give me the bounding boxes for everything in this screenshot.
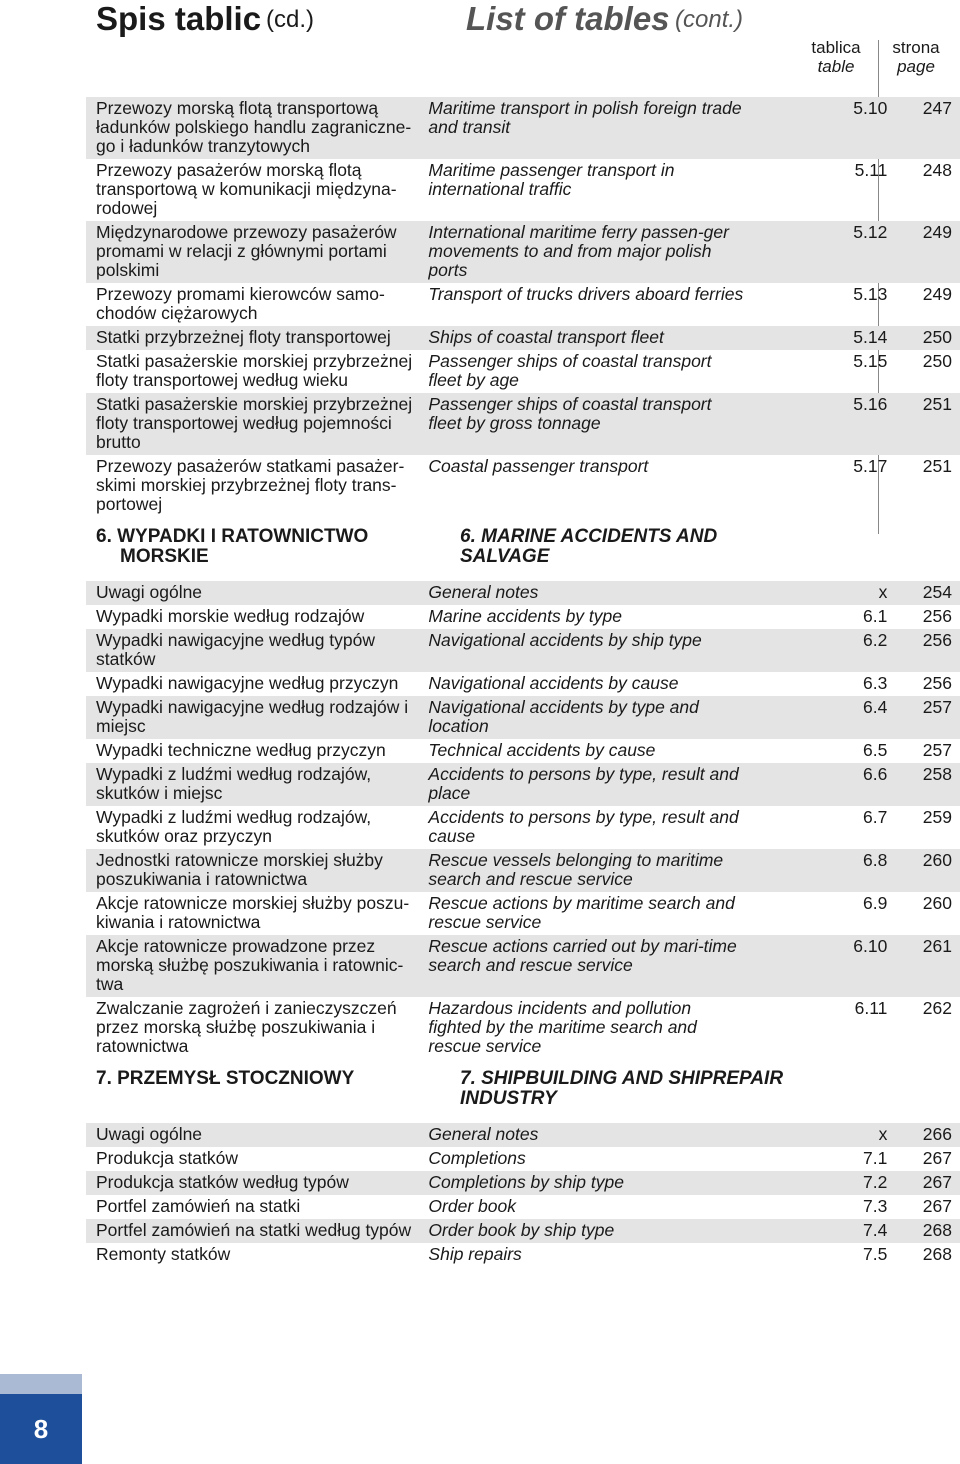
entry-title-en: Navigational accidents by ship type (428, 630, 702, 650)
entry-page-number: 259 (922, 807, 952, 827)
table-row (86, 1219, 960, 1243)
section-heading-7-pl: 7. PRZEMYSŁ STOCZNIOWY (96, 1068, 355, 1089)
entry-page-number: 251 (922, 456, 952, 476)
entry-table-number: 5.11 (854, 160, 888, 180)
entry-title-en: Completions by ship type (428, 1172, 624, 1192)
entry-page-number: 261 (922, 936, 952, 956)
table-row (86, 629, 960, 672)
entry-title-pl: Portfel zamówień na statki według typów (96, 1220, 412, 1240)
title-polish-cont: (cd.) (266, 6, 314, 33)
entry-title-en: Order book (428, 1196, 516, 1216)
entry-page-number: 268 (922, 1244, 952, 1264)
table-row (86, 221, 960, 283)
entry-title-en: Navigational accidents by type and location (428, 697, 699, 736)
table-row (86, 806, 960, 849)
entry-table-number: 5.13 (853, 284, 888, 304)
entry-page-number: 267 (922, 1172, 952, 1192)
entry-table-number: 5.12 (853, 222, 888, 242)
entry-page-number: 258 (922, 764, 952, 784)
table-row (86, 605, 960, 629)
entry-title-pl: Wypadki nawigacyjne według typów statków (96, 630, 376, 669)
entry-table-number: 6.8 (863, 850, 888, 870)
entry-title-pl: Uwagi ogólne (96, 582, 203, 602)
entry-title-en: Rescue vessels belonging to maritime search and rescue service (428, 850, 724, 889)
entry-title-pl: Uwagi ogólne (96, 1124, 203, 1144)
entry-title-pl: Przewozy pasażerów statkami pasażer-skimi morskiej przybrzeżnej floty trans-portowej (96, 456, 405, 514)
table-row (86, 326, 960, 350)
entry-table-number: 6.4 (863, 697, 888, 717)
table-row (86, 763, 960, 806)
group-section5 (86, 97, 960, 517)
entry-page-number: 257 (922, 740, 952, 760)
entry-title-pl: Jednostki ratownicze morskiej służby poszukiwania i ratownictwa (96, 850, 383, 889)
table-row (86, 455, 960, 517)
title-english-cont: (cont.) (675, 6, 744, 33)
table-row (86, 849, 960, 892)
table-row (86, 997, 960, 1059)
column-header-table-en: table (817, 57, 855, 76)
table-row (86, 159, 960, 221)
entry-table-number: 6.9 (863, 893, 888, 913)
entry-page-number: 251 (922, 394, 952, 414)
table-row (86, 283, 960, 326)
entry-title-en: Marine accidents by type (428, 606, 622, 626)
entry-page-number: 266 (922, 1124, 952, 1144)
table-row (86, 892, 960, 935)
entry-title-en: Ships of coastal transport fleet (428, 327, 664, 347)
entry-table-number: 5.16 (853, 394, 888, 414)
entry-table-number: 6.3 (863, 673, 888, 693)
entry-title-en: Coastal passenger transport (428, 456, 649, 476)
entry-page-number: 256 (922, 606, 952, 626)
entry-title-en: Maritime transport in polish foreign trade and transit (428, 98, 742, 137)
entry-title-pl: Przewozy morską flotą transportową ładunków polskiego handlu zagraniczne-go i ładunków tranzytowych (96, 98, 412, 156)
section-heading-6 (86, 517, 960, 581)
entry-table-number: 6.1 (863, 606, 888, 626)
entry-title-pl: Akcje ratownicze prowadzone przez morską służbę poszukiwania i ratownic-twa (96, 936, 404, 994)
entry-page-number: 260 (922, 850, 952, 870)
entry-table-number: 6.2 (863, 630, 888, 650)
entry-table-number: 6.5 (863, 740, 888, 760)
section-heading-6-pl: 6. WYPADKI I RATOWNICTWO MORSKIE (96, 526, 369, 567)
entry-table-number: 6.11 (854, 998, 888, 1018)
entry-title-en: Completions (428, 1148, 526, 1168)
entry-title-en: Accidents to persons by type, result and place (428, 764, 739, 803)
entry-page-number: 256 (922, 673, 952, 693)
entry-page-number: 257 (922, 697, 952, 717)
table-row (86, 935, 960, 997)
table-row (86, 696, 960, 739)
entry-title-en: Passenger ships of coastal transport fleet by gross tonnage (428, 394, 712, 433)
column-header-table (800, 38, 872, 76)
column-header-page-pl: strona (892, 38, 940, 57)
entry-title-en: Navigational accidents by cause (428, 673, 679, 693)
table-row (86, 672, 960, 696)
entry-page-number: 256 (922, 630, 952, 650)
entry-table-number: 7.3 (863, 1196, 888, 1216)
entry-page-number: 250 (922, 327, 952, 347)
entry-title-en: Transport of trucks drivers aboard ferries (428, 284, 744, 304)
entry-title-en: Maritime passenger transport in international traffic (428, 160, 675, 199)
table-row (86, 1123, 960, 1147)
entry-title-pl: Wypadki nawigacyjne według rodzajów i miejsc (96, 697, 409, 736)
entry-title-pl: Remonty statków (96, 1244, 231, 1264)
table-row (86, 350, 960, 393)
title-english: List of tables (466, 0, 670, 37)
entry-table-number: 7.4 (863, 1220, 888, 1240)
entry-table-number: 6.6 (863, 764, 888, 784)
entry-title-pl: Przewozy promami kierowców samo-chodów ciężarowych (96, 284, 385, 323)
entry-title-pl: Produkcja statków (96, 1148, 239, 1168)
entry-title-en: Accidents to persons by type, result and cause (428, 807, 739, 846)
entry-page-number: 249 (922, 284, 952, 304)
entry-title-pl: Wypadki z ludźmi według rodzajów, skutków i miejsc (96, 764, 372, 803)
entry-title-en: Rescue actions carried out by mari-time search and rescue service (428, 936, 737, 975)
entry-table-number: 5.14 (853, 327, 888, 347)
entry-title-pl: Wypadki morskie według rodzajów (96, 606, 365, 626)
entry-title-pl: Wypadki techniczne według przyczyn (96, 740, 386, 760)
table-row (86, 1243, 960, 1267)
entry-page-number: 268 (922, 1220, 952, 1240)
entry-table-number: 5.17 (853, 456, 888, 476)
entry-title-en: International maritime ferry passen-ger movements to and from major polish ports (428, 222, 729, 280)
entry-page-number: 247 (922, 98, 952, 118)
entry-table-number: 5.10 (853, 98, 888, 118)
entry-page-number: 249 (922, 222, 952, 242)
entry-title-en: Passenger ships of coastal transport fleet by age (428, 351, 712, 390)
table-row (86, 393, 960, 455)
table-of-contents (86, 97, 960, 1267)
entry-page-number: 267 (922, 1148, 952, 1168)
entry-table-number: x (878, 582, 888, 602)
entry-page-number: 254 (922, 582, 952, 602)
column-header-page-en: page (897, 57, 935, 76)
entry-page-number: 267 (922, 1196, 952, 1216)
entry-page-number: 260 (922, 893, 952, 913)
entry-page-number: 248 (922, 160, 952, 180)
entry-table-number: 7.5 (863, 1244, 888, 1264)
entry-table-number: x (878, 1124, 888, 1144)
entry-title-pl: Przewozy pasażerów morską flotą transportową w komunikacji międzyna-rodowej (96, 160, 397, 218)
entry-title-en: Rescue actions by maritime search and rescue service (428, 893, 735, 932)
entry-title-en: Order book by ship type (428, 1220, 615, 1240)
title-polish: Spis tablic (96, 0, 262, 37)
section-heading-7 (86, 1059, 960, 1123)
entry-title-en: General notes (428, 582, 539, 602)
entry-title-pl: Portfel zamówień na statki (96, 1196, 301, 1216)
table-row (86, 97, 960, 159)
table-row (86, 1171, 960, 1195)
entry-title-pl: Wypadki z ludźmi według rodzajów, skutków oraz przyczyn (96, 807, 372, 846)
table-row (86, 1147, 960, 1171)
entry-table-number: 7.2 (863, 1172, 888, 1192)
table-row (86, 581, 960, 605)
entry-title-pl: Statki pasażerskie morskiej przybrzeżnej floty transportowej według pojemności brutto (96, 394, 413, 452)
entry-table-number: 6.7 (863, 807, 888, 827)
group-section7 (86, 1123, 960, 1267)
entry-title-en: Technical accidents by cause (428, 740, 656, 760)
entry-title-pl: Statki przybrzeżnej floty transportowej (96, 327, 391, 347)
entry-table-number: 6.10 (853, 936, 888, 956)
entry-page-number: 262 (922, 998, 952, 1018)
entry-title-pl: Wypadki nawigacyjne według przyczyn (96, 673, 399, 693)
page-number: 8 (0, 1394, 82, 1464)
entry-title-pl: Statki pasażerskie morskiej przybrzeżnej floty transportowej według wieku (96, 351, 413, 390)
table-row (86, 1195, 960, 1219)
entry-title-pl: Akcje ratownicze morskiej służby poszu-kiwania i ratownictwa (96, 893, 410, 932)
entry-title-en: General notes (428, 1124, 539, 1144)
entry-title-pl: Międzynarodowe przewozy pasażerów promami w relacji z głównymi portami polskimi (96, 222, 397, 280)
page-number-bar (0, 1374, 82, 1396)
group-section6 (86, 581, 960, 1059)
page-header (0, 0, 960, 90)
entry-title-pl: Zwalczanie zagrożeń i zanieczyszczeń przez morską służbę poszukiwania i ratownictwa (96, 998, 397, 1056)
section-heading-6-en: 6. MARINE ACCIDENTS AND SALVAGE (460, 526, 718, 567)
entry-title-en: Ship repairs (428, 1244, 522, 1264)
entry-table-number: 5.15 (853, 351, 888, 371)
entry-table-number: 7.1 (863, 1148, 888, 1168)
section-heading-7-en: 7. SHIPBUILDING AND SHIPREPAIR INDUSTRY (460, 1068, 784, 1109)
entry-title-pl: Produkcja statków według typów (96, 1172, 349, 1192)
column-header-page (880, 38, 952, 76)
column-header-table-pl: tablica (811, 38, 861, 57)
entry-title-en: Hazardous incidents and pollution fighted by the maritime search and rescue service (428, 998, 697, 1056)
entry-page-number: 250 (922, 351, 952, 371)
table-row (86, 739, 960, 763)
